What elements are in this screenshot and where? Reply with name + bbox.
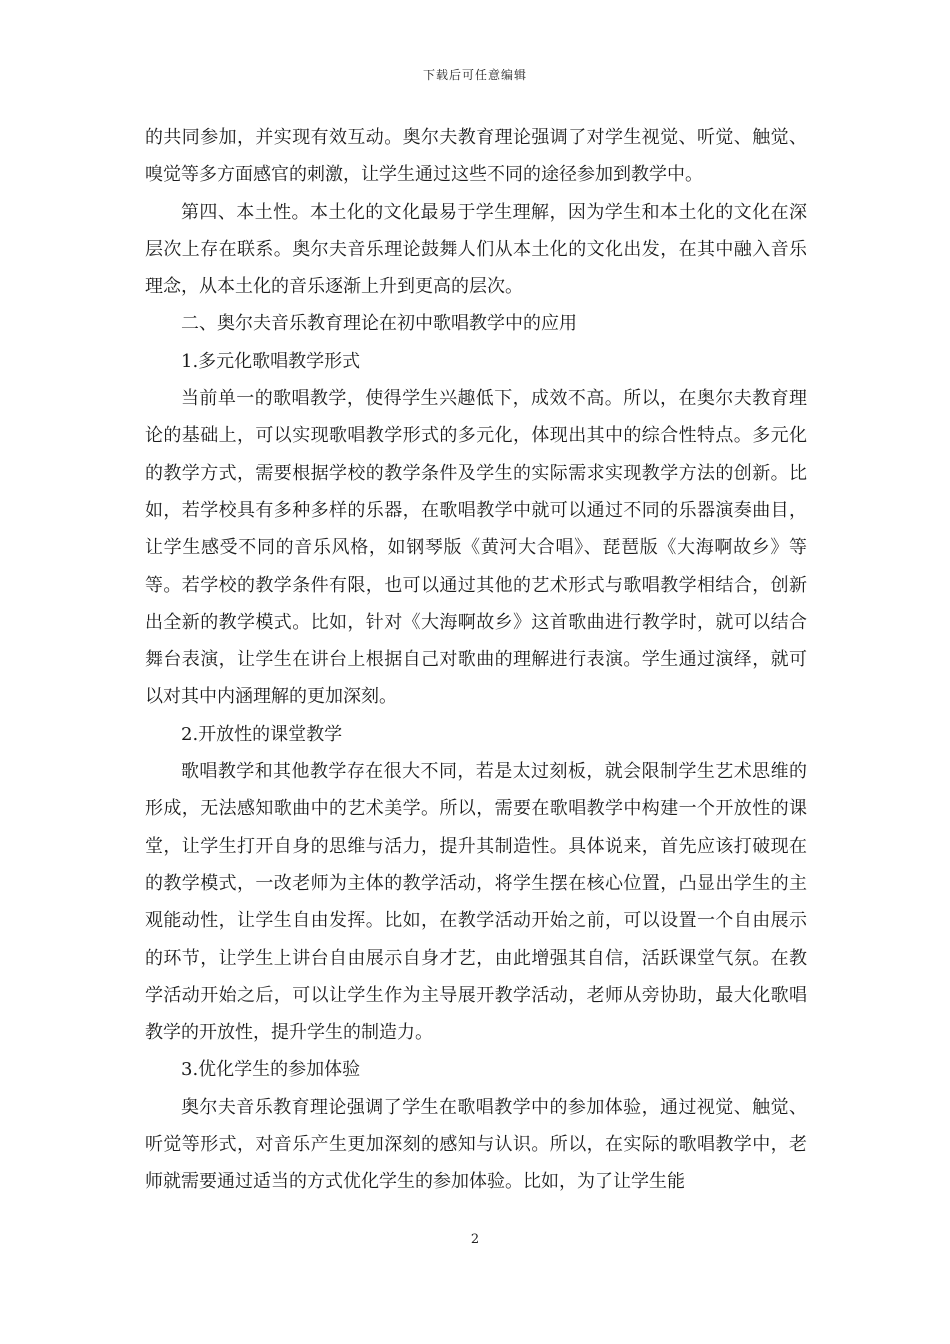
section-heading-2: 二、奥尔夫音乐教育理论在初中歌唱教学中的应用 [181,313,577,335]
paragraph-diversified-teaching: 当前单一的歌唱教学，使得学生兴趣低下，成效不高。所以，在奥尔夫教育理论的基础上，可以实现歌唱教学形式的多元化，体现出其中的综合性特点。多元化的教学方式，需要根据学校的教学条件及学生的实际需求实现教学方法的创新。比如，若学校具有多种多样的乐器，在歌唱教学中就可以通过不同的乐器演奏曲目，让学生感受不同的音乐风格，如钢琴版《黄河大合唱》、琵琶版《大海啊故乡》等等。若学校的教学条件有限，也可以通过其他的艺术形式与歌唱教学相结合，创新出全新的教学模式。比如，针对《大海啊故乡》这首歌曲进行教学时，就可以结合舞台表演，让学生在讲台上根据自己对歌曲的理解进行表演。学生通过演绎，就可以对其中内涵理解的更加深刻。 [145,388,807,708]
subheading-2: 2.开放性的课堂教学 [181,723,343,745]
paragraph-continued: 的共同参加，并实现有效互动。奥尔夫教育理论强调了对学生视觉、听觉、触觉、嗅觉等多方面感官的刺激，让学生通过这些不同的途径参加到教学中。 [145,127,807,186]
page-header: 下载后可任意编辑 [422,68,527,82]
paragraph-localization: 第四、本土性。本土化的文化最易于学生理解，因为学生和本土化的文化在深层次上存在联系。奥尔夫音乐理论鼓舞人们从本土化的文化出发，在其中融入音乐理念，从本土化的音乐逐渐上升到更高的层次。 [145,201,807,298]
page-number: 2 [470,1232,480,1247]
document-body [145,119,807,1201]
paragraph-participation: 奥尔夫音乐教育理论强调了学生在歌唱教学中的参加体验，通过视觉、触觉、听觉等形式，对音乐产生更加深刻的感知与认识。所以，在实际的歌唱教学中，老师就需要通过适当的方式优化学生的参加体验。比如，为了让学生能 [145,1096,807,1193]
paragraph-open-classroom: 歌唱教学和其他教学存在很大不同，若是太过刻板，就会限制学生艺术思维的形成，无法感知歌曲中的艺术美学。所以，需要在歌唱教学中构建一个开放性的课堂，让学生打开自身的思维与活力，提升其制造性。具体说来，首先应该打破现在的教学模式，一改老师为主体的教学活动，将学生摆在核心位置，凸显出学生的主观能动性，让学生自由发挥。比如，在教学活动开始之前，可以设置一个自由展示的环节，让学生上讲台自由展示自身才艺，由此增强其自信，活跃课堂气氛。在教学活动开始之后，可以让学生作为主导展开教学活动，老师从旁协助，最大化歌唱教学的开放性，提升学生的制造力。 [145,761,807,1044]
subheading-1: 1.多元化歌唱教学形式 [181,350,361,372]
subheading-3: 3.优化学生的参加体验 [181,1059,361,1081]
